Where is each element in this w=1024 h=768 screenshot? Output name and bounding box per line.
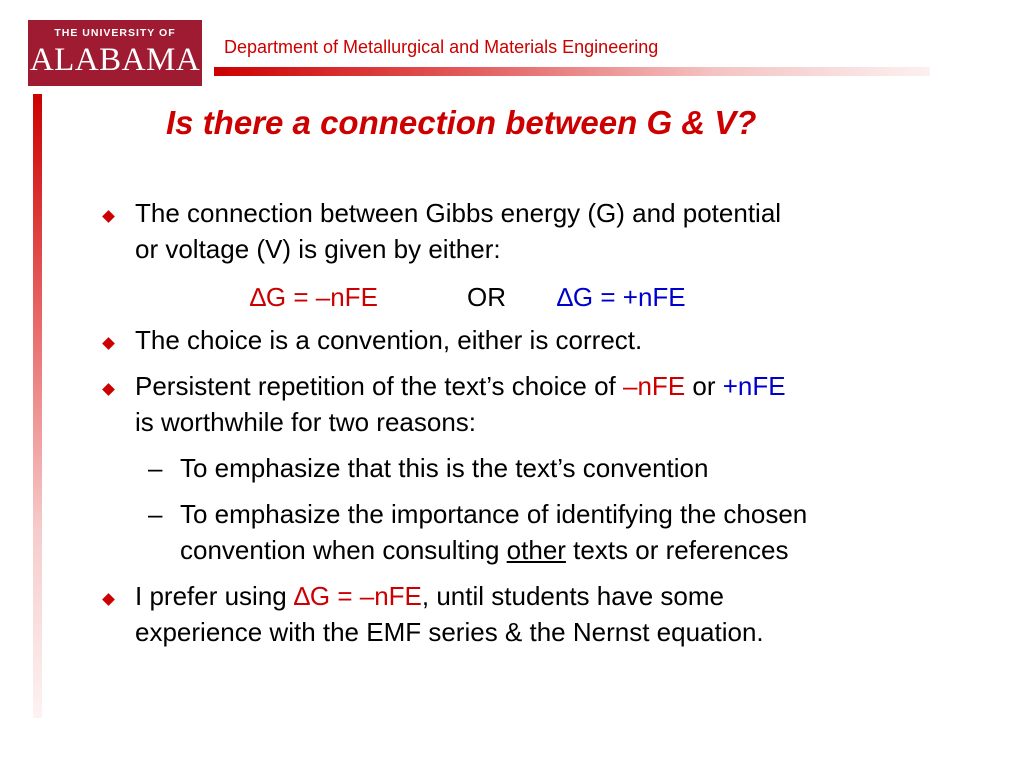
logo-top-text: THE UNIVERSITY OF (54, 27, 176, 39)
side-accent-bar (33, 94, 42, 718)
sub-bullet2-line2 (180, 532, 788, 568)
dash-bullet-icon: – (148, 499, 163, 529)
bullet3-text-pre: Persistent repetition of the text’s choice of (135, 371, 624, 401)
diamond-bullet-icon (102, 210, 115, 223)
equation-negative: ∆G = –nFE (250, 282, 378, 312)
bullet3-line1 (135, 368, 786, 404)
bullet1-line1: The connection between Gibbs energy (G) and potential (135, 198, 782, 228)
bullet4-text-pre: I prefer using (135, 581, 294, 611)
bullet4-line2: experience with the EMF series & the Nernst equation. (135, 617, 764, 647)
university-logo (28, 20, 202, 86)
bullet4-text-post: , until students have some (421, 581, 724, 611)
equation-positive: ∆G = +nFE (557, 282, 686, 312)
bullet3-negative-term: –nFE (623, 371, 686, 401)
bullet4-equation: ∆G = –nFE (293, 581, 422, 611)
logo-main-text: ALABAMA (29, 42, 201, 78)
bullet2-line1: The choice is a convention, either is correct. (135, 325, 643, 355)
department-name: Department of Metallurgical and Materials Engineering (224, 37, 659, 57)
sub2-underlined-word: other (506, 535, 566, 565)
sub2-text-pre: convention when consulting (180, 535, 507, 565)
equation-or: OR (467, 282, 506, 312)
bullet3-line2: is worthwhile for two reasons: (135, 407, 477, 437)
bullet4-line1 (135, 578, 724, 614)
bullet3-text-or: or (685, 371, 723, 401)
sub-bullet1: To emphasize that this is the text’s convention (180, 453, 709, 483)
dash-bullet-icon: – (148, 453, 163, 483)
diamond-bullet-icon (102, 337, 115, 350)
sub-bullet2-line1: To emphasize the importance of identifying the chosen (180, 499, 808, 529)
diamond-bullet-icon (102, 383, 115, 396)
sub2-text-post: texts or references (565, 535, 789, 565)
diamond-bullet-icon (102, 593, 115, 606)
bullet3-positive-term: +nFE (722, 371, 786, 401)
slide-title: Is there a connection between G & V? (166, 104, 757, 141)
header-divider (214, 67, 930, 76)
bullet1-line2: or voltage (V) is given by either: (135, 234, 501, 264)
